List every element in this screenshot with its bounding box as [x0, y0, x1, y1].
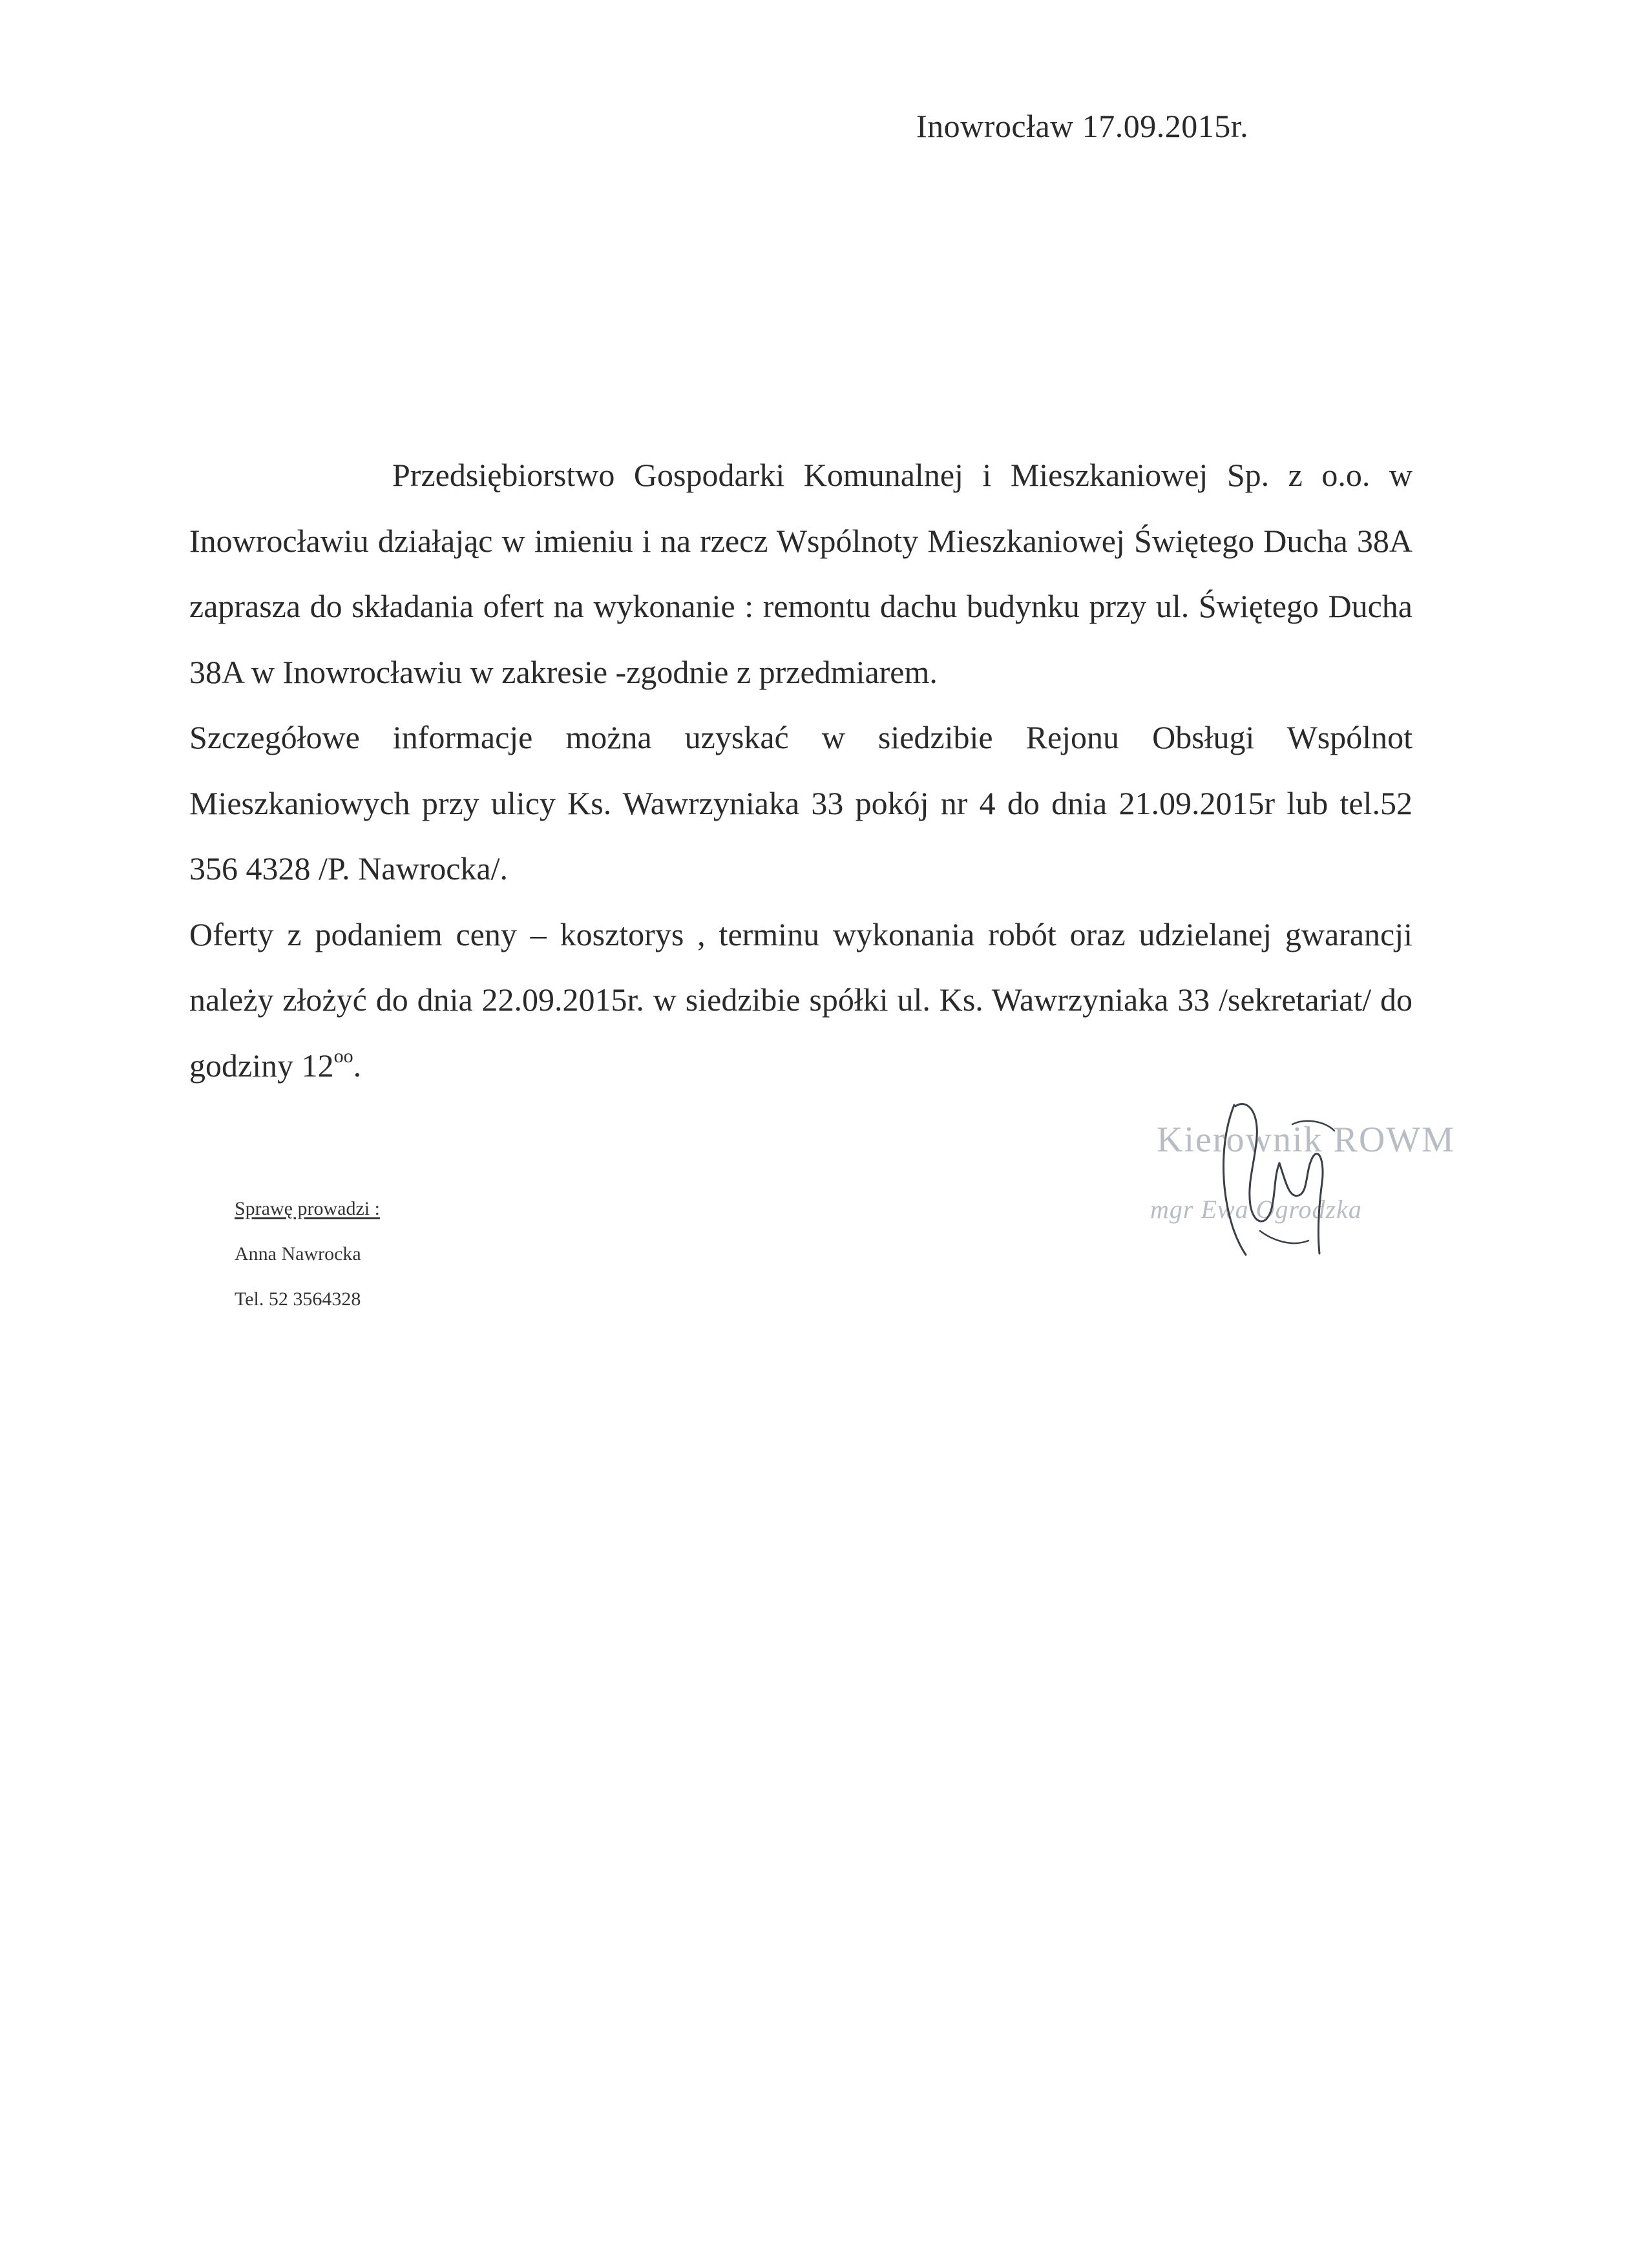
stamp-name: mgr Ewa Ogrodzka: [1150, 1195, 1362, 1224]
handwritten-signature-icon: [1195, 1086, 1363, 1279]
contact-heading: Sprawę prowadzi :: [235, 1198, 380, 1219]
offers-text: Oferty z podaniem ceny – kosztorys , terminu wykonania robót oraz udzielanej gwarancji należy złożyć do dnia 22.09.2015r. w siedzibie spółki ul. Ks. Wawrzyniaka 33 /sekretariat/ do godziny 12: [189, 916, 1413, 1084]
paragraph-offers: [189, 902, 1413, 1099]
hour-superscript: oo: [333, 1045, 353, 1067]
offers-end: .: [353, 1047, 362, 1084]
contact-name: Anna Nawrocka: [235, 1243, 361, 1265]
signature-stamp-block: [1144, 1086, 1454, 1279]
contact-phone: Tel. 52 3564328: [235, 1288, 361, 1310]
place-date: Inowrocław 17.09.2015r.: [916, 108, 1249, 144]
stamp-title: Kierownik ROWM: [1157, 1120, 1455, 1160]
letter-body: [189, 443, 1413, 1098]
paragraph-information: Szczegółowe informacje można uzyskać w siedzibie Rejonu Obsługi Wspólnot Mieszkaniowych przy ulicy Ks. Wawrzyniaka 33 pokój nr 4 do dnia 21.09.2015r lub tel.52 356 4328 /P. Nawrocka/.: [189, 719, 1413, 887]
contact-block: [235, 1197, 380, 1333]
paragraph-invitation: Przedsiębiorstwo Gospodarki Komunalnej i Mieszkaniowej Sp. z o.o. w Inowrocławiu działając w imieniu i na rzecz Wspólnoty Mieszkaniowej Świętego Ducha 38A zaprasza do składania ofert na wykonanie : remontu dachu budynku przy ul. Świętego Ducha 38A w Inowrocławiu w zakresie -zgodnie z przedmiarem.: [189, 457, 1413, 690]
